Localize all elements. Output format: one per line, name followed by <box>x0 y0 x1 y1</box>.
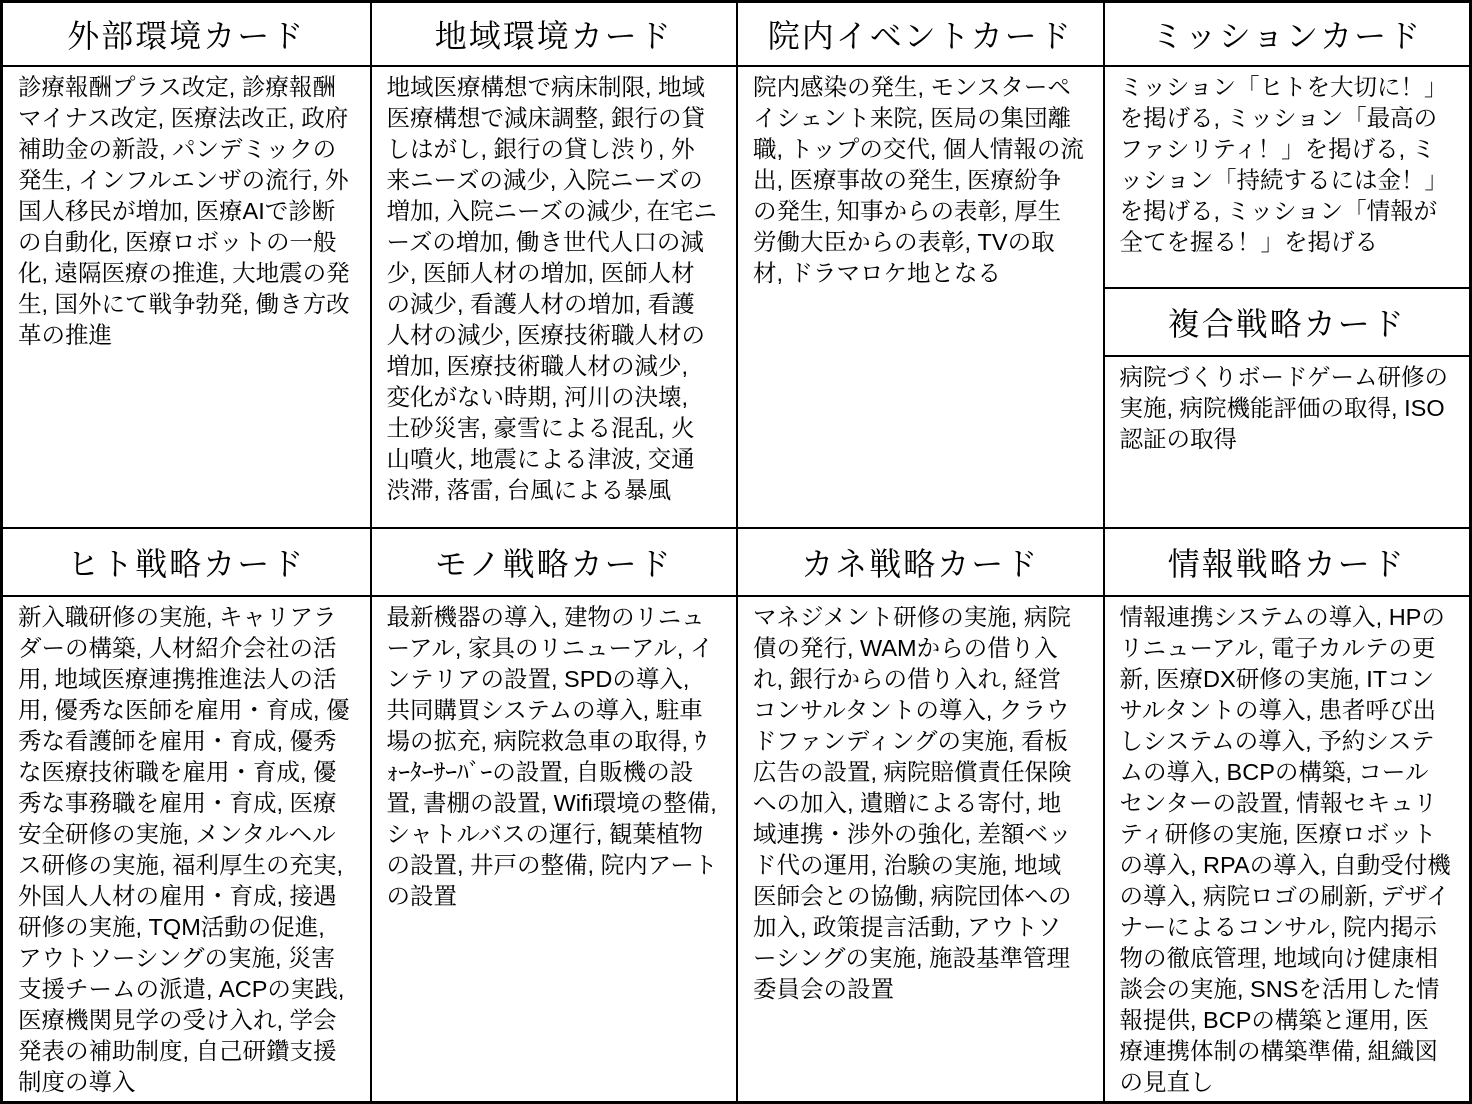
column-event-kane <box>736 3 1103 1101</box>
card-body-regional-environment: 地域医療構想で病床制限, 地域医療構想で減床調整, 銀行の貸しはがし, 銀行の貸し渋り, 外来ニーズの減少, 入院ニーズの増加, 入院ニーズの減少, 在宅ニーズの増加, 働き世代人口の減少, 医師人材の増加, 医師人材の減少, 看護人材の増加, 看護人材の減少, 医療技術職人材の増加, 医療技術職人材の減少, 変化がない時期, 河川の決壊, 土砂災害, 豪雪による混乱, 火山噴火, 地震による津波, 交通渋滞, 落雷, 台風による暴風 <box>372 67 737 529</box>
card-body-hospital-event: 院内感染の発生, モンスターペイシェント来院, 医局の集団離職, トップの交代, 個人情報の流出, 医療事故の発生, 医療紛争の発生, 知事からの表彰, 厚生労働大臣からの表彰, TVの取材, ドラマロケ地となる <box>738 67 1103 529</box>
card-title-mission: ミッションカード <box>1105 3 1470 67</box>
card-body-joho-strategy: 情報連携システムの導入, HPのリニューアル, 電子カルテの更新, 医療DX研修の実施, ITコンサルタントの導入, 患者呼び出しシステムの導入, 予約システムの導入, BCPの構築, コールセンターの設置, 情報セキュリティ研修の実施, 医療ロボットの導入, RPAの導入, 自動受付機の導入, 病院ロゴの刷新, デザイナーによるコンサル, 院内掲示物の徹底管理, 地域向け健康相談会の実施, SNSを活用した情報提供, BCPの構築と運用, 医療連携体制の構築準備, 組織図の見直し <box>1119 604 1451 1095</box>
card-body-mono-strategy: 最新機器の導入, 建物のリニューアル, 家具のリニューアル, インテリアの設置, SPDの導入, 共同購買システムの導入, 駐車場の拡充, 病院救急車の取得, ｳｫｰﾀｰｻｰﾊﾞｰの設置, 自販機の設置, 書棚の設置, Wifi環境の整備, シャトルバスの運行, 観葉植物の設置, 井戸の整備, 院内アートの設置 <box>386 604 718 909</box>
card-body-hito-strategy: 新入職研修の実施, キャリアラダーの構築, 人材紹介会社の活用, 地域医療連携推進法人の活用, 優秀な医師を雇用・育成, 優秀な看護師を雇用・育成, 優秀な医療技術職を雇用・育成, 優秀な事務職を雇用・育成, 医療安全研修の実施, メンタルヘルス研修の実施, 福利厚生の充実, 外国人人材の雇用・育成, 接遇研修の実施, TQM活動の促進, アウトソーシングの実施, 災害支援チームの派遣, ACPの実践, 医療機関見学の受け入れ, 学会発表の補助制度, 自己研鑽支援制度の導入 <box>18 604 350 1095</box>
card-title-regional-environment: 地域環境カード <box>372 3 737 67</box>
card-title-joho-strategy: 情報戦略カード <box>1105 529 1470 597</box>
card-title-hito-strategy: ヒト戦略カード <box>3 529 370 597</box>
column-external-hito <box>3 3 370 1101</box>
column-regional-mono <box>370 3 737 1101</box>
column-mission-composite-joho <box>1103 3 1470 1101</box>
card-body-external-environment: 診療報酬プラス改定, 診療報酬マイナス改定, 医療法改正, 政府補助金の新設, パンデミックの発生, インフルエンザの流行, 外国人移民が増加, 医療AIで診断の自動化, 医療ロボットの一般化, 遠隔医療の推進, 大地震の発生, 国外にて戦争勃発, 働き方改革の推進 <box>3 67 370 529</box>
card-body-kane-strategy: マネジメント研修の実施, 病院債の発行, WAMからの借り入れ, 銀行からの借り入れ, 経営コンサルタントの導入, クラウドファンディングの実施, 看板広告の設置, 病院賠償責任保険への加入, 遺贈による寄付, 地域連携・渉外の強化, 差額ベッド代の運用, 治験の実施, 地域医師会との協働, 病院団体への加入, 政策提言活動, アウトソーシングの実施, 施設基準管理委員会の設置 <box>753 604 1072 1002</box>
card-title-hospital-event: 院内イベントカード <box>738 3 1103 67</box>
card-title-composite-strategy: 複合戦略カード <box>1105 289 1470 357</box>
card-title-kane-strategy: カネ戦略カード <box>738 529 1103 597</box>
card-title-external-environment: 外部環境カード <box>3 3 370 67</box>
card-title-mono-strategy: モノ戦略カード <box>372 529 737 597</box>
card-body-composite-strategy: 病院づくりボードゲーム研修の実施, 病院機能評価の取得, ISO認証の取得 <box>1105 357 1470 529</box>
card-body-mission: ミッション「ヒトを大切に！」を掲げる, ミッション「最高のファシリティ！」を掲げる, ミッション「持続するには金！」を掲げる, ミッション「情報が全てを握る！」を掲げる <box>1105 67 1470 289</box>
